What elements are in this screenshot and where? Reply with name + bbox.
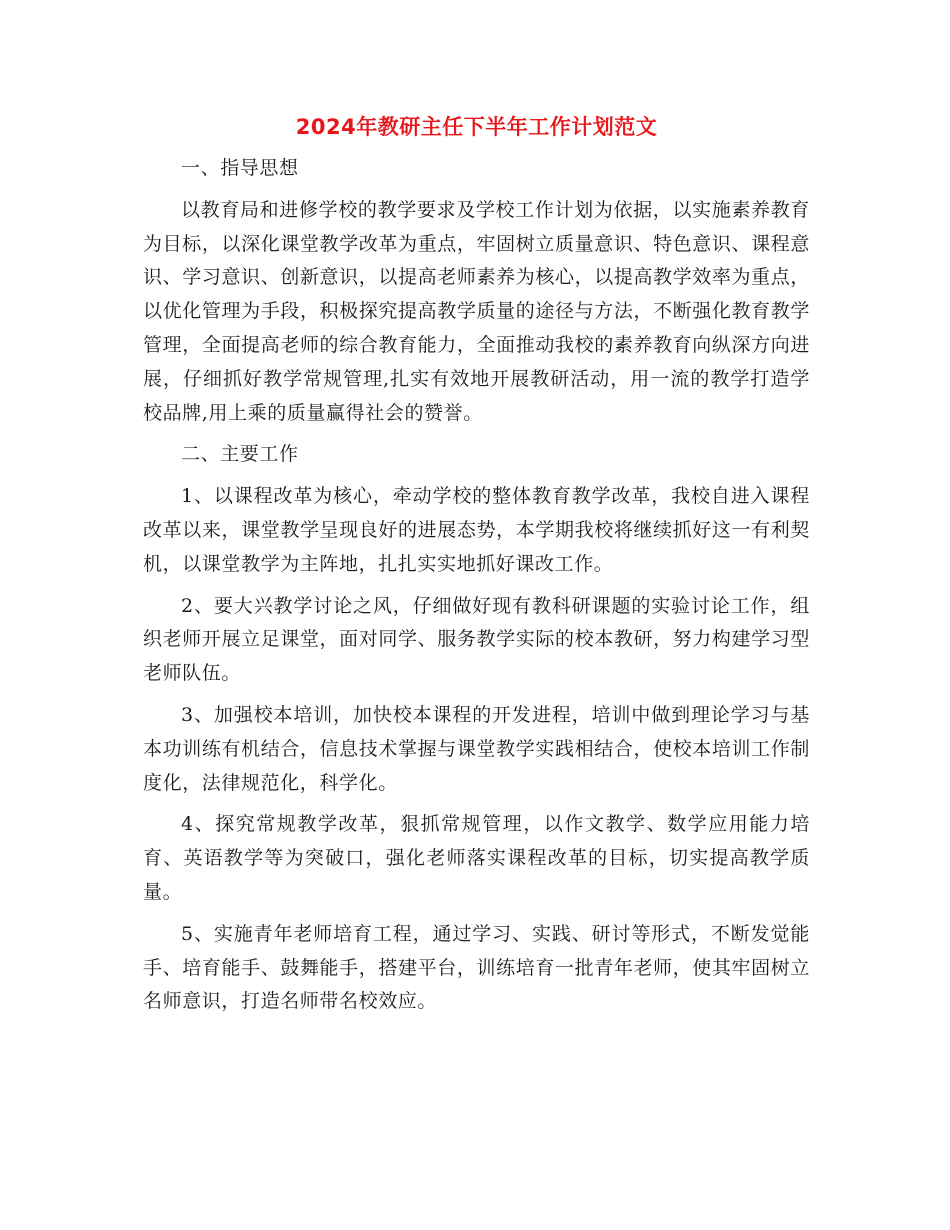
paragraph: 5、实施青年老师培育工程，通过学习、实践、研讨等形式，不断发觉能手、培育能手、鼓舞能手，搭建平台，训练培育一批青年老师，使其牢固树立名师意识，打造名师带名校效应。 <box>143 922 810 1013</box>
document-page <box>143 110 810 1027</box>
section-heading: 一、指导思想 <box>181 157 299 179</box>
paragraph: 4、探究常规教学改革，狠抓常规管理，以作文教学、数学应用能力培育、英语教学等为突破口，强化老师落实课程改革的目标，切实提高教学质量。 <box>143 813 810 903</box>
paragraph: 2、要大兴教学讨论之风，仔细做好现有教科研课题的实验讨论工作，组织老师开展立足课堂，面对同学、服务教学实际的校本教研，努力构建学习型老师队伍。 <box>143 594 810 685</box>
paragraph: 以教育局和进修学校的教学要求及学校工作计划为依据，以实施素养教育为目标，以深化课堂教学改革为重点，牢固树立质量意识、特色意识、课程意识、学习意识、创新意识，以提高老师素养为核心，以提高教学效率为重点，以优化管理为手段，积极探究提高教学质量的途径与方法，不断强化教育教学管理，全面提高老师的综合教育能力，全面推动我校的素养教育向纵深方向进展，仔细抓好教学常规管理,扎实有效地开展教研活动，用一流的教学打造学校品牌,用上乘的质量赢得社会的赞誉。 <box>143 198 810 424</box>
document-title: 2024年教研主任下半年工作计划范文 <box>295 115 658 139</box>
section-guiding-ideology <box>143 152 810 430</box>
paragraph: 3、加强校本培训，加快校本课程的开发进程，培训中做到理论学习与基本功训练有机结合，信息技术掌握与课堂教学实践相结合，使校本培训工作制度化，法律规范化，科学化。 <box>143 703 810 794</box>
section-main-work <box>143 438 810 1019</box>
paragraph: 1、以课程改革为核心，牵动学校的整体教育教学改革，我校自进入课程改革以来，课堂教学呈现良好的进展态势，本学期我校将继续抓好这一有利契机，以课堂教学为主阵地，扎扎实实地抓好课改工作。 <box>143 485 810 575</box>
section-heading: 二、主要工作 <box>181 443 299 466</box>
